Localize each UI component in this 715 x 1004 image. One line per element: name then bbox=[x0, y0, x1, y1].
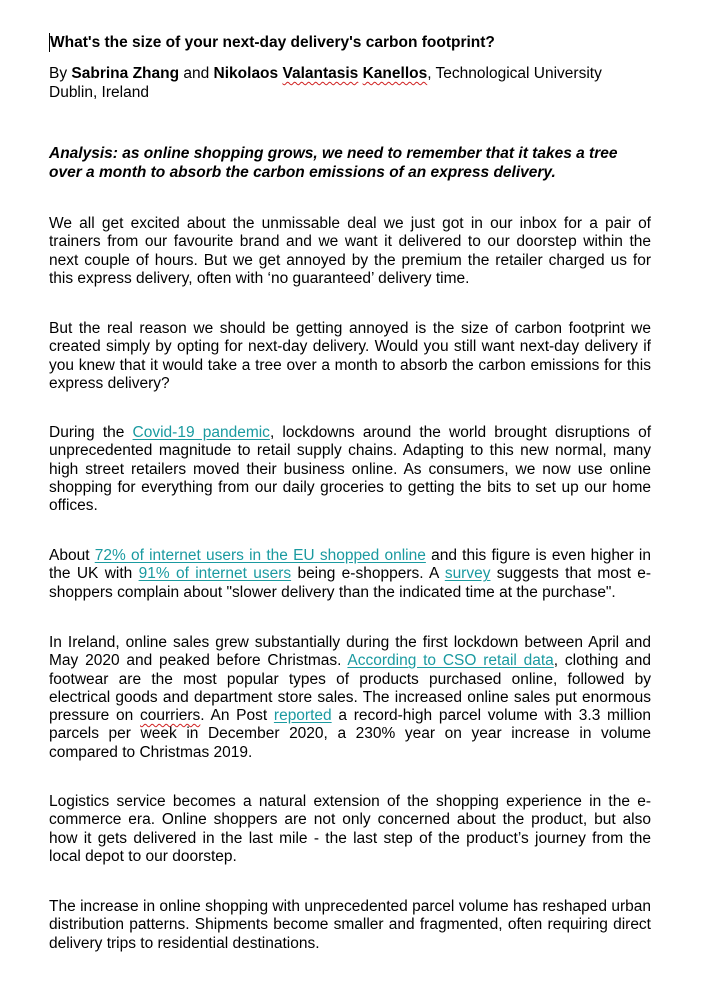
author-1: Sabrina Zhang bbox=[71, 65, 180, 82]
link-91-percent-internet-users[interactable]: 91% of internet users bbox=[138, 565, 292, 583]
author-2-first: Nikolaos bbox=[213, 65, 283, 82]
author-2-middle-spellcheck[interactable]: Valantasis bbox=[282, 65, 359, 82]
paragraph-4-text-b: and this figure is even higher in the UK with bbox=[49, 547, 651, 583]
paragraph-3-text-a: During the bbox=[49, 424, 133, 441]
paragraph-6: Logistics service becomes a natural extension of the shopping experience in the e-commerce era. Online shoppers are not only concerned about the product, but also how it gets delivered in the last mile - the last step of the product’s journey from the local depot to our doorstep. bbox=[49, 793, 651, 865]
paragraph-5-text-d: a record-high parcel volume with 3.3 million parcels per week in December 2020, a 230% year on year increase in volume compared to Christmas 2019. bbox=[49, 707, 651, 761]
article-title: What's the size of your next-day delivery's carbon footprint? bbox=[50, 34, 495, 51]
article-standfirst: Analysis: as online shopping grows, we need to remember that it takes a tree over a month to absorb the carbon emissions of an express delivery. bbox=[49, 145, 618, 181]
paragraph-5-text-b: , clothing and footwear are the most popular types of products purchased online, followed by electrical goods and department store sales. The increased online sales put enormous pressure on bbox=[49, 652, 651, 725]
byline bbox=[49, 64, 651, 102]
paragraph-2: But the real reason we should be getting annoyed is the size of carbon footprint we created simply by opting for next-day delivery. Would you still want next-day delivery if you knew that it would take a tree over a month to absorb the carbon emissions for this express delivery? bbox=[49, 320, 651, 392]
byline-prefix: By bbox=[49, 65, 72, 82]
paragraph-1: We all get excited about the unmissable deal we just got in our inbox for a pair of trainers from our favourite brand and we want it delivered to our doorstep within the next couple of hours. But we get annoyed by the premium the retailer charged us for this express delivery, often with ‘no guaranteed’ delivery time. bbox=[49, 215, 651, 287]
paragraph-4-text-c: being e-shoppers. A bbox=[291, 565, 445, 583]
byline-affiliation: , Technological University Dublin, Ireland bbox=[49, 65, 602, 101]
link-covid-19-pandemic[interactable]: Covid-19 pandemic bbox=[132, 424, 270, 441]
paragraph-3-text-b: , lockdowns around the world brought disruptions of unprecedented magnitude to retail supply chains. Adapting to this new normal, many high street retailers moved their business online. As consumers, we now use online shopping for everything from our daily groceries to getting the bits to set up our home offices. bbox=[49, 424, 652, 515]
link-eu-shopped-online[interactable]: 72% of internet users in the EU shopped online bbox=[94, 547, 426, 564]
link-survey[interactable]: survey bbox=[444, 565, 491, 583]
link-reported[interactable]: reported bbox=[273, 707, 332, 725]
paragraph-4 bbox=[49, 547, 651, 602]
paragraph-5-text-a: In Ireland, online sales grew substantially during the first lockdown between April and May 2020 and peaked before Christmas. bbox=[49, 634, 651, 670]
byline-and: and bbox=[179, 65, 214, 82]
author-2 bbox=[214, 65, 428, 82]
paragraph-4-text-a: About bbox=[49, 547, 95, 564]
paragraph-5-text-c: . An Post bbox=[200, 707, 274, 725]
spellcheck-courriers[interactable]: courriers bbox=[140, 707, 201, 725]
paragraph-5 bbox=[49, 634, 651, 762]
paragraph-4-text-d: suggests that most e-shoppers complain about "slower delivery than the indicated time at the purchase". bbox=[49, 565, 652, 601]
paragraph-7: The increase in online shopping with unprecedented parcel volume has reshaped urban distribution patterns. Shipments become smaller and fragmented, often requiring direct delivery trips to residential destinations. bbox=[49, 898, 651, 952]
author-2-last-spellcheck[interactable]: Kanellos bbox=[362, 65, 428, 82]
paragraph-3 bbox=[49, 424, 651, 515]
link-cso-retail-data[interactable]: According to CSO retail data bbox=[347, 652, 554, 670]
